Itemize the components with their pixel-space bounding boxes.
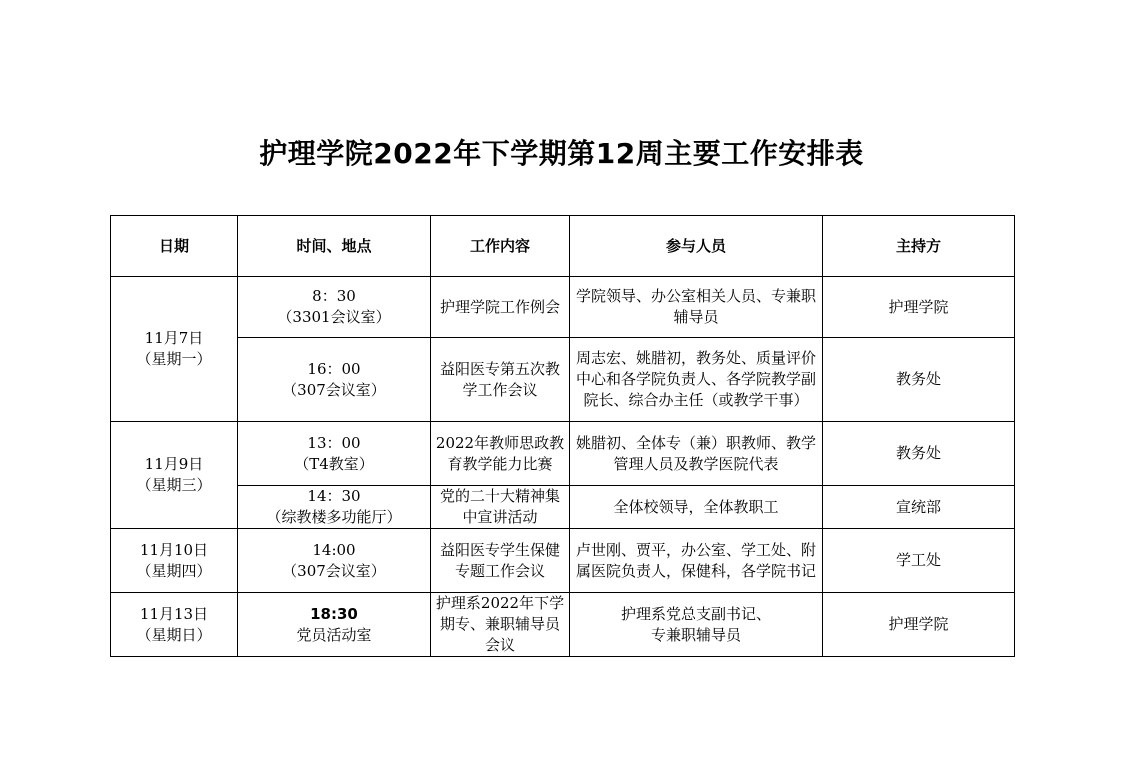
content-cell: 益阳医专学生保健专题工作会议 (431, 529, 570, 593)
date-cell (111, 277, 238, 422)
header-date: 日期 (111, 216, 238, 277)
host-cell: 教务处 (823, 338, 1015, 422)
table-header-row (111, 216, 1015, 277)
time-text: 14：30 (307, 487, 361, 505)
host-cell: 护理学院 (823, 277, 1015, 338)
time-place-cell (238, 338, 431, 422)
host-cell: 学工处 (823, 529, 1015, 593)
table-row (111, 486, 1015, 529)
content-cell: 护理学院工作例会 (431, 277, 570, 338)
table-row (111, 529, 1015, 593)
place-text: （综教楼多功能厅） (266, 508, 402, 526)
weekday-text: （星期三） (136, 476, 212, 494)
content-cell: 护理系2022年下学期专、兼职辅导员会议 (431, 593, 570, 657)
time-text: 8：30 (312, 287, 356, 305)
date-text: 11月9日 (144, 455, 204, 473)
schedule-table (110, 215, 1015, 657)
date-text: 11月10日 (139, 540, 209, 559)
content-cell: 益阳医专第五次教学工作会议 (431, 338, 570, 422)
place-text: 党员活动室 (296, 625, 372, 644)
date-text: 11月13日 (139, 604, 209, 623)
participants-cell: 周志宏、姚腊初，教务处、质量评价中心和各学院负责人、各学院教学副院长、综合办主任（或教学干事） (570, 338, 823, 422)
content-cell: 2022年教师思政教育教学能力比赛 (431, 422, 570, 486)
content-cell: 党的二十大精神集中宣讲活动 (431, 486, 570, 529)
time-place-cell (238, 593, 431, 657)
time-text: 16：00 (307, 359, 361, 378)
time-place-cell (238, 277, 431, 338)
date-text: 11月7日 (144, 329, 204, 347)
place-text: （3301会议室） (277, 308, 391, 326)
participants-cell: 学院领导、办公室相关人员、专兼职辅导员 (570, 277, 823, 338)
weekday-text: （星期日） (136, 625, 212, 644)
table-row (111, 422, 1015, 486)
header-host: 主持方 (823, 216, 1015, 277)
place-text: （T4教室） (294, 454, 374, 473)
participants-cell (570, 593, 823, 657)
header-participants: 参与人员 (570, 216, 823, 277)
page-title: 护理学院2022年下学期第12周主要工作安排表 (259, 137, 864, 170)
weekday-text: （星期一） (136, 350, 212, 368)
participants-cell: 姚腊初、全体专（兼）职教师、教学管理人员及教学医院代表 (570, 422, 823, 486)
time-text: 18:30 (310, 604, 358, 623)
header-content: 工作内容 (431, 216, 570, 277)
host-cell: 宣统部 (823, 486, 1015, 529)
participants-cell: 卢世刚、贾平，办公室、学工处、附属医院负责人，保健科，各学院书记 (570, 529, 823, 593)
table-row (111, 593, 1015, 657)
time-place-cell (238, 486, 431, 529)
place-text: （307会议室） (282, 380, 386, 399)
time-place-cell (238, 422, 431, 486)
participants-cell: 全体校领导，全体教职工 (570, 486, 823, 529)
host-cell: 教务处 (823, 422, 1015, 486)
participants-line: 专兼职辅导员 (650, 625, 741, 644)
header-time-place: 时间、地点 (238, 216, 431, 277)
table-row (111, 338, 1015, 422)
time-text: 13：00 (307, 433, 361, 452)
date-cell (111, 529, 238, 593)
time-place-cell (238, 529, 431, 593)
date-cell (111, 422, 238, 529)
place-text: （307会议室） (282, 561, 386, 580)
time-text: 14:00 (312, 540, 356, 559)
table-row (111, 277, 1015, 338)
participants-line: 护理系党总支副书记、 (620, 604, 771, 623)
date-cell (111, 593, 238, 657)
weekday-text: （星期四） (136, 561, 212, 580)
host-cell: 护理学院 (823, 593, 1015, 657)
